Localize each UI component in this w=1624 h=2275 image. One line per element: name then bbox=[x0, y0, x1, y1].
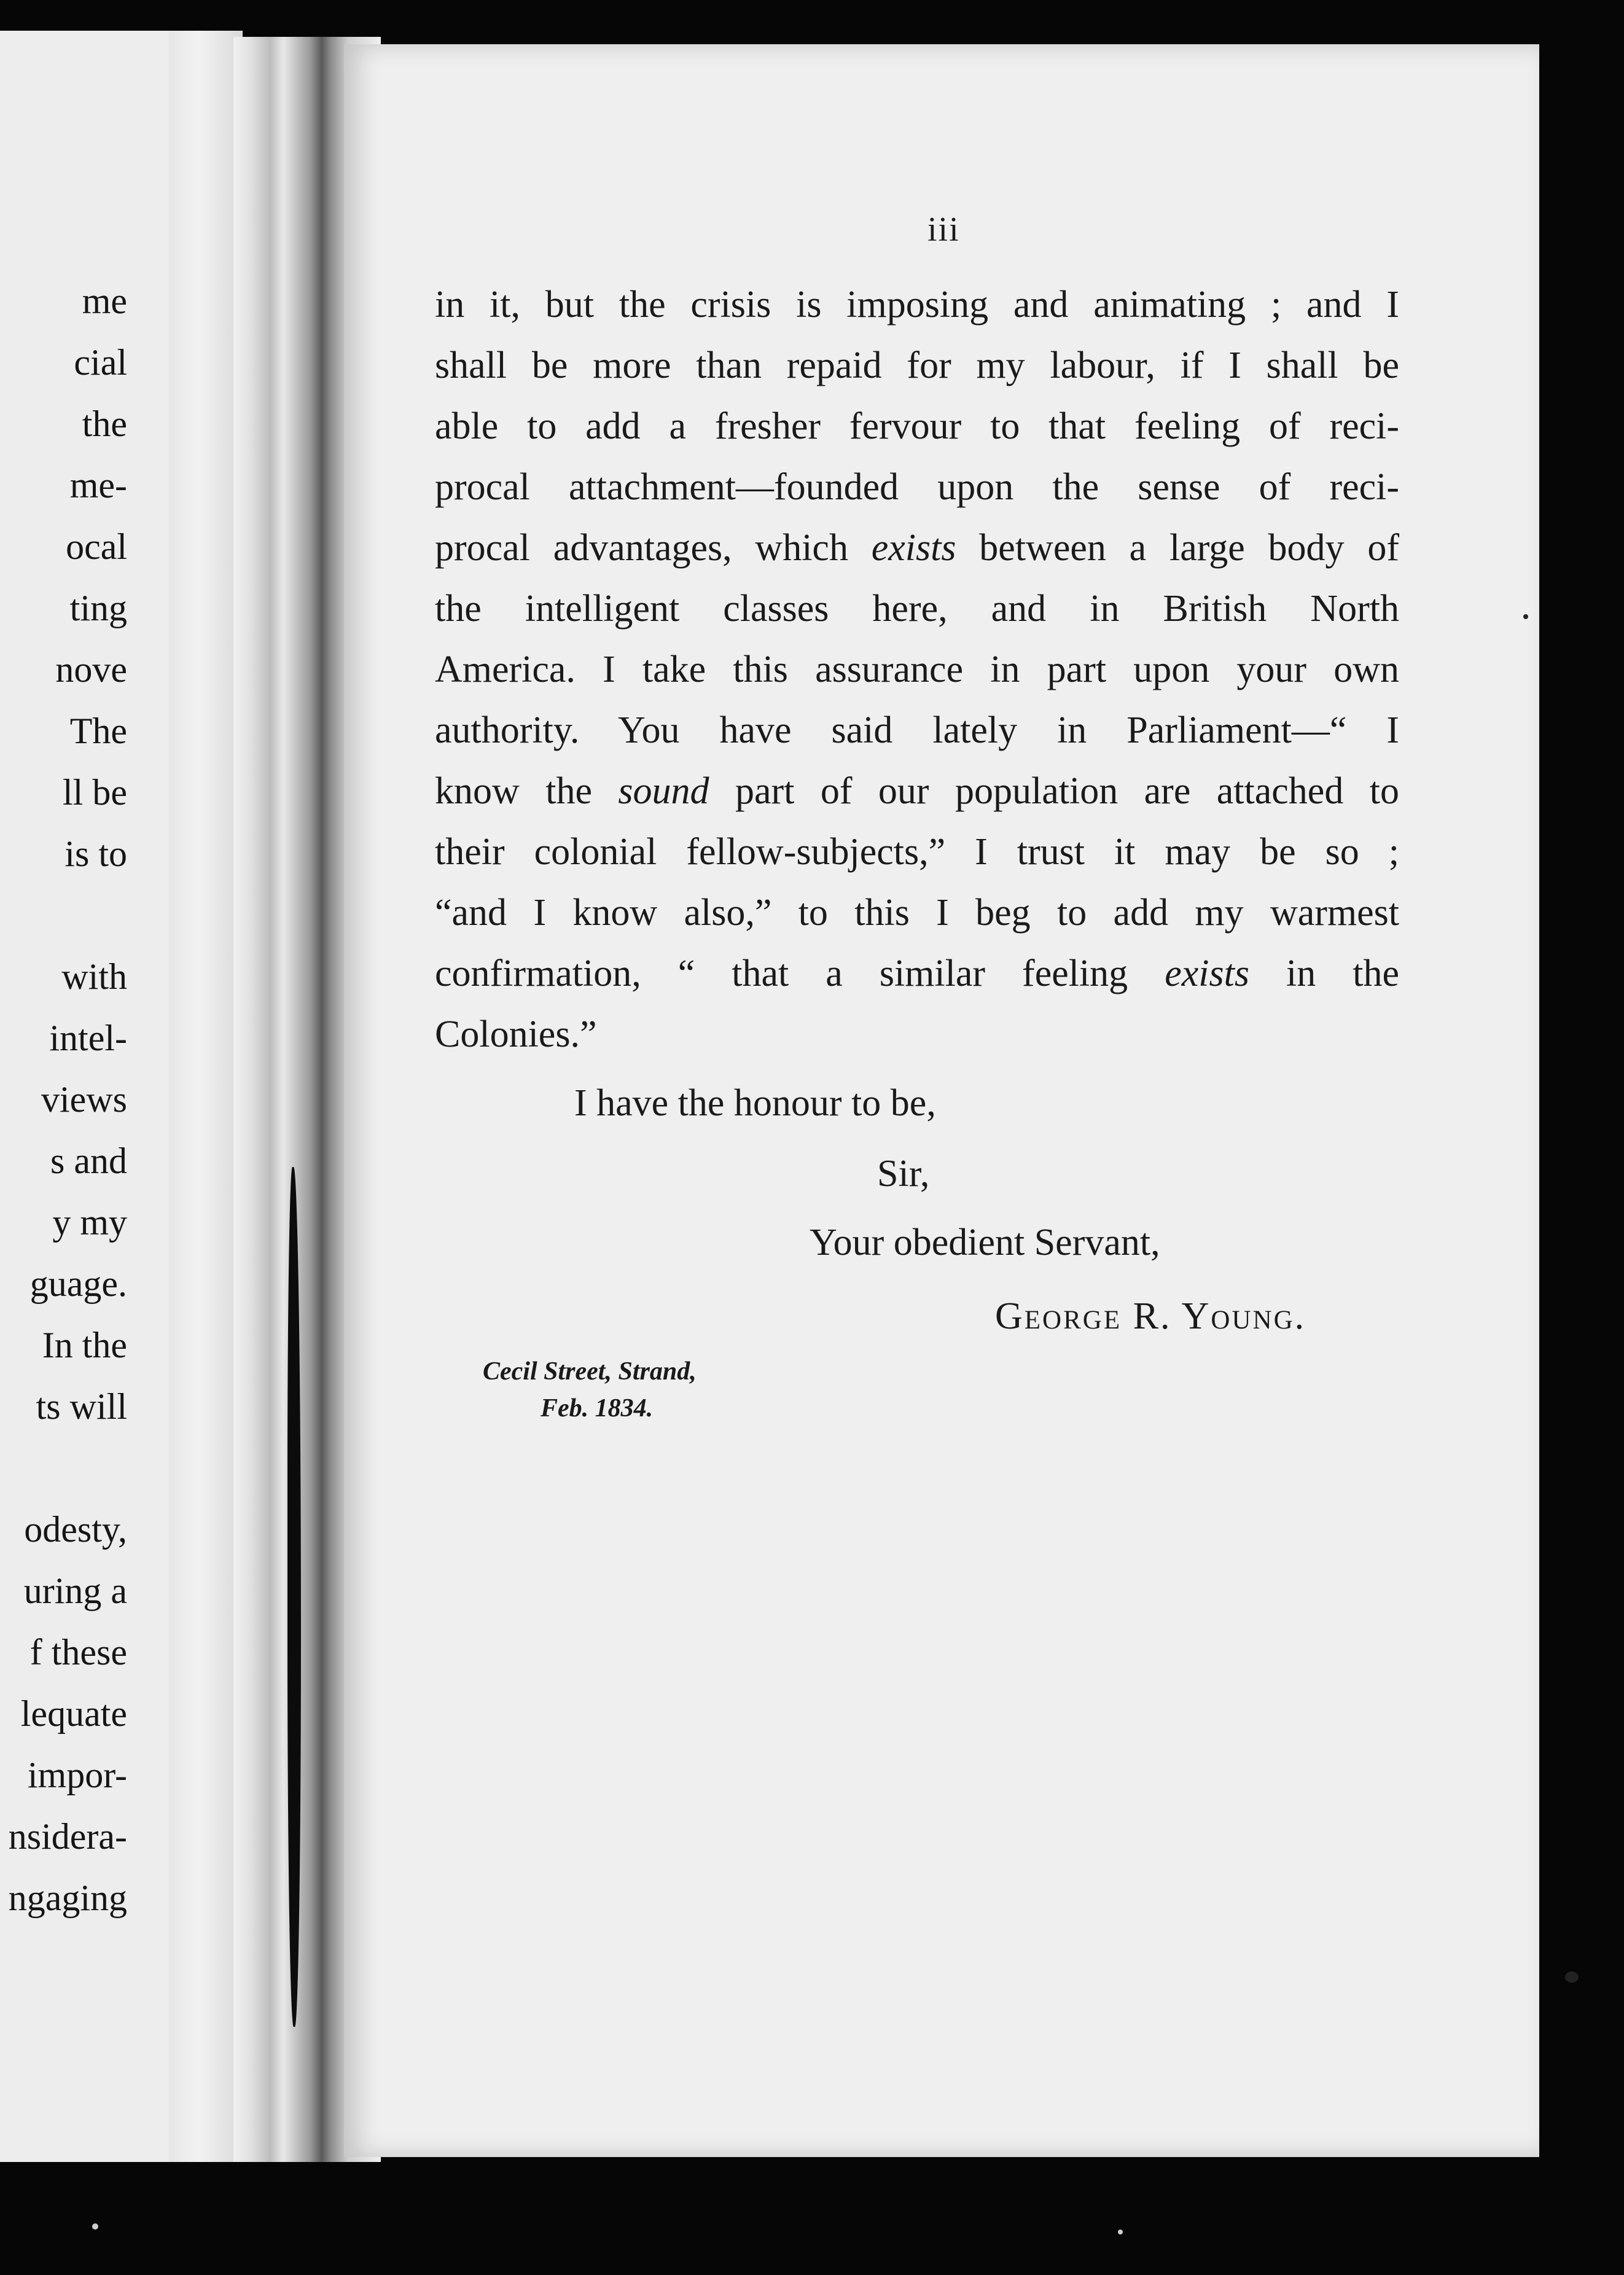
left-fragment: uring a bbox=[23, 1571, 127, 1611]
left-fragment: y my bbox=[52, 1202, 127, 1243]
left-fragment: intel- bbox=[49, 1018, 127, 1058]
text-line: Colonies.” bbox=[435, 1013, 597, 1055]
text-line: the intelligent classes here, and in British North bbox=[435, 588, 1399, 630]
left-facing-page bbox=[0, 31, 243, 2162]
left-fragment: me- bbox=[69, 465, 127, 505]
text-line: “and I know also,” to this I beg to add my warmest bbox=[435, 892, 1399, 934]
body-text bbox=[435, 275, 1399, 1065]
left-fragment: s and bbox=[50, 1141, 127, 1181]
emphasized-word: exists bbox=[1165, 953, 1249, 994]
text-line: shall be more than repaid for my labour, if I shall be bbox=[435, 345, 1399, 386]
left-fragment: ocal bbox=[66, 526, 127, 567]
left-fragment: ngaging bbox=[8, 1878, 127, 1918]
date-line: Feb. 1834. bbox=[541, 1394, 654, 1422]
left-fragment: cial bbox=[74, 342, 127, 383]
text-line: able to add a fresher fervour to that feeling of reci- bbox=[435, 405, 1399, 447]
left-fragment: The bbox=[69, 711, 127, 751]
text-line: in it, but the crisis is imposing and animating ; and I bbox=[435, 284, 1399, 326]
left-fragment: ting bbox=[69, 588, 127, 628]
text-line: procal advantages, which exists between a large body of bbox=[435, 527, 1399, 569]
left-fragment: ll be bbox=[63, 772, 127, 813]
text-line: their colonial fellow-subjects,” I trust it may be so ; bbox=[435, 831, 1399, 873]
text-line: authority. You have said lately in Parliament—“ I bbox=[435, 709, 1399, 751]
text-line: procal attachment—founded upon the sense of reci- bbox=[435, 466, 1399, 508]
left-fragment: is to bbox=[64, 833, 127, 874]
scan-speck bbox=[1565, 1972, 1579, 1983]
left-fragment: views bbox=[41, 1079, 127, 1120]
left-fragment: lequate bbox=[20, 1693, 127, 1734]
left-fragment: me bbox=[82, 281, 127, 321]
signature: George R. Young. bbox=[995, 1295, 1306, 1337]
left-fragment: In the bbox=[42, 1325, 127, 1365]
text-line: confirmation, “ that a similar feeling exists in the bbox=[435, 953, 1399, 994]
closing-line: I have the honour to be, bbox=[574, 1082, 936, 1124]
salutation: Sir, bbox=[877, 1153, 930, 1195]
left-fragment: ts will bbox=[36, 1386, 127, 1427]
scan-speck bbox=[1523, 614, 1528, 619]
scan-speck bbox=[1118, 2230, 1123, 2234]
closing-servant: Your obedient Servant, bbox=[810, 1222, 1160, 1263]
left-fragment: nsidera- bbox=[8, 1816, 127, 1857]
page-fold bbox=[169, 31, 243, 2162]
scan-speck bbox=[92, 2223, 98, 2230]
left-fragment: with bbox=[61, 956, 127, 997]
left-fragment: the bbox=[82, 404, 127, 444]
text-line: America. I take this assurance in part upon your own bbox=[435, 649, 1399, 690]
left-fragment: guage. bbox=[29, 1263, 127, 1304]
book-page bbox=[344, 44, 1539, 2157]
left-fragment: impor- bbox=[27, 1755, 127, 1795]
left-fragment: f these bbox=[29, 1632, 127, 1672]
address-line: Cecil Street, Strand, bbox=[483, 1357, 697, 1386]
page-number: iii bbox=[927, 211, 960, 249]
left-fragment: nove bbox=[55, 649, 127, 690]
emphasized-word: sound bbox=[618, 770, 709, 812]
left-fragment: odesty, bbox=[24, 1509, 127, 1550]
text-line: know the sound part of our population are attached to bbox=[435, 770, 1399, 812]
emphasized-word: exists bbox=[871, 527, 956, 569]
